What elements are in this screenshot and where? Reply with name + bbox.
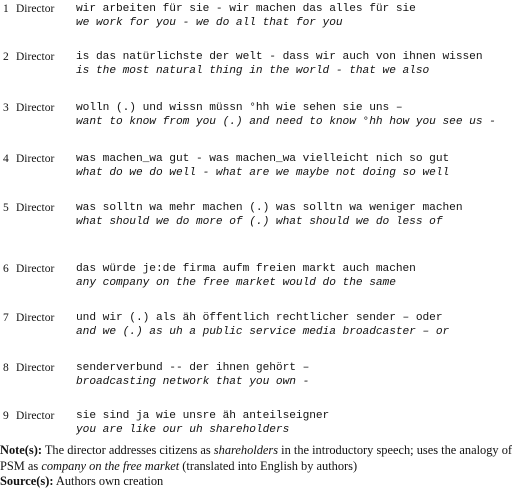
note <box>0 443 520 474</box>
translated-utterance: want to know from you (.) and need to know °hh how you see us - <box>76 116 496 128</box>
line-number: 7 <box>3 312 9 324</box>
original-utterance: wir arbeiten für sie - wir machen das alles für sie <box>76 3 416 15</box>
original-utterance: sie sind ja wie unsre äh anteilseigner <box>76 410 330 422</box>
original-utterance: is das natürlichste der welt - dass wir auch von ihnen wissen <box>76 51 483 63</box>
line-number: 8 <box>3 362 9 374</box>
translated-utterance: you are like our uh shareholders <box>76 424 290 436</box>
note-text: The director addresses citizens as <box>41 443 214 457</box>
speaker-label: Director <box>16 153 55 165</box>
speaker-label: Director <box>16 263 55 275</box>
original-utterance: was solltn wa mehr machen (.) was solltn wa weniger machen <box>76 202 463 214</box>
note-emphasis: company on the free market <box>41 458 180 473</box>
speaker-label: Director <box>16 3 55 15</box>
speaker-label: Director <box>16 102 55 114</box>
translated-utterance: broadcasting network that you own - <box>76 376 310 388</box>
line-number: 4 <box>3 153 9 165</box>
original-utterance: wolln (.) und wissn müssn °hh wie sehen sie uns – <box>76 102 403 114</box>
translated-utterance: what do we do well - what are we maybe not doing so well <box>76 167 450 179</box>
note-emphasis: shareholders <box>213 443 279 457</box>
translated-utterance: and we (.) as uh a public service media broadcaster – or <box>76 326 450 338</box>
note-label: Note(s): <box>0 443 42 457</box>
translated-utterance: any company on the free market would do the same <box>76 277 396 289</box>
speaker-label: Director <box>16 202 55 214</box>
source-text: Authors own creation <box>53 474 164 488</box>
translated-utterance: is the most natural thing in the world - that we also <box>76 65 430 77</box>
original-utterance: was machen_wa gut - was machen_wa vielleicht nich so gut <box>76 153 450 165</box>
translated-utterance: what should we do more of (.) what should we do less of <box>76 216 443 228</box>
line-number: 9 <box>3 410 9 422</box>
line-number: 2 <box>3 51 9 63</box>
speaker-label: Director <box>16 362 55 374</box>
line-number: 6 <box>3 263 9 275</box>
line-number: 1 <box>3 3 9 15</box>
speaker-label: Director <box>16 312 55 324</box>
line-number: 5 <box>3 202 9 214</box>
source <box>0 474 163 489</box>
line-number: 3 <box>3 102 9 114</box>
speaker-label: Director <box>16 51 55 63</box>
note-text: (translated into English by authors) <box>179 458 358 473</box>
source-label: Source(s): <box>0 474 54 488</box>
original-utterance: senderverbund -- der ihnen gehört – <box>76 362 310 374</box>
note-text: in the introductory speech; uses the analogy of PSM as <box>0 443 513 473</box>
speaker-label: Director <box>16 410 55 422</box>
original-utterance: das würde je:de firma aufm freien markt auch machen <box>76 263 416 275</box>
original-utterance: und wir (.) als äh öffentlich rechtlicher sender – oder <box>76 312 443 324</box>
translated-utterance: we work for you - we do all that for you <box>76 17 343 29</box>
